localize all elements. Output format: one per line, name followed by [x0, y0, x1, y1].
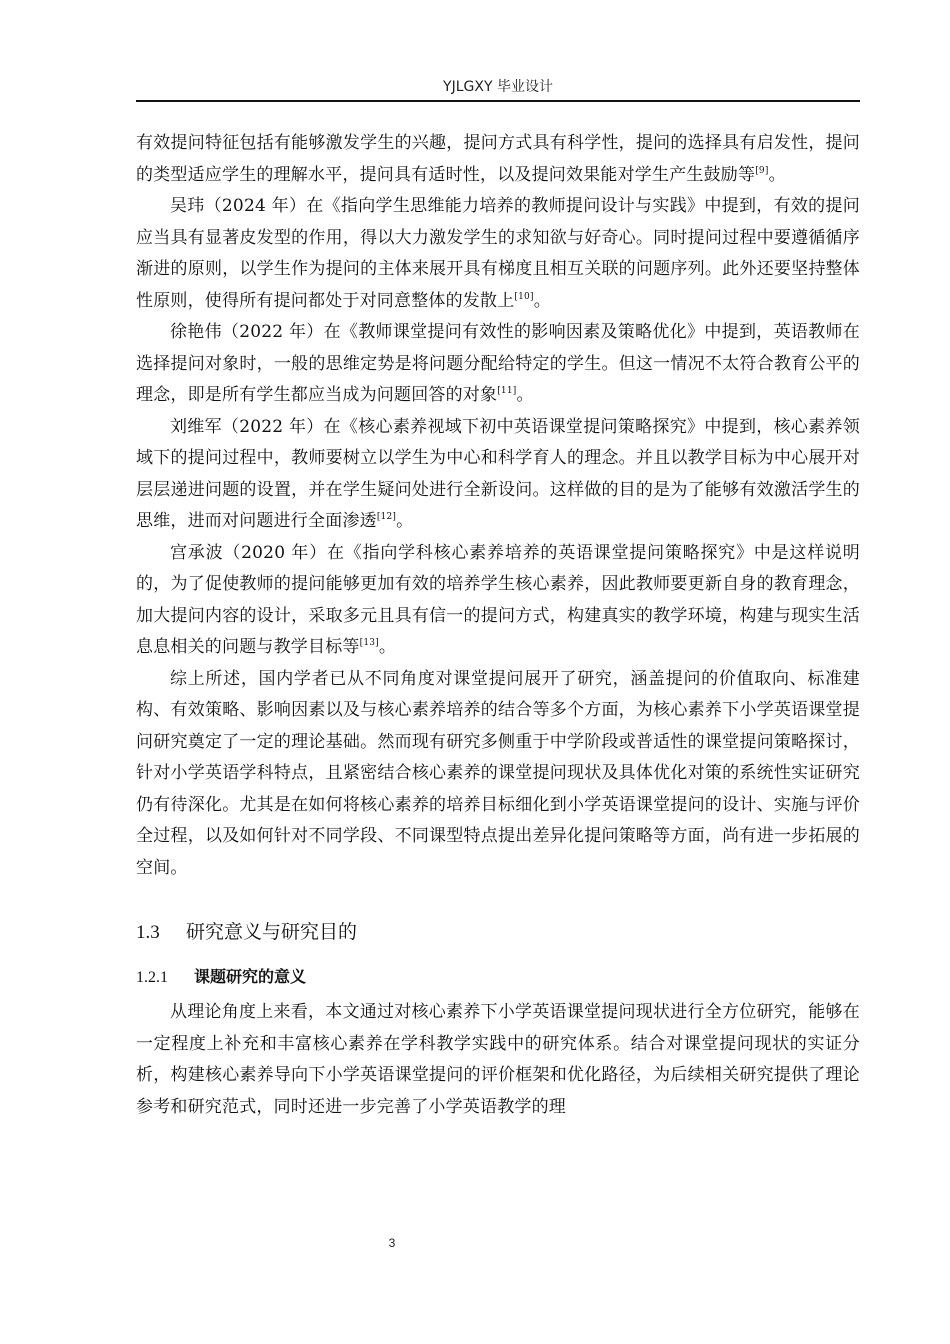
paragraph-1-text: 有效提问特征包括有能够激发学生的兴趣，提问方式具有科学性，提问的选择具有启发性，提问的类型适应学生的理解水平，提问具有适时性，以及提问效果能对学生产生鼓励等 [136, 133, 860, 185]
paragraph-1 [136, 128, 860, 191]
subsection-title: 课题研究的意义 [194, 967, 307, 986]
paragraph-3 [136, 317, 860, 412]
paragraph-3-end: 。 [516, 385, 534, 405]
paragraph-4 [136, 412, 860, 538]
citation-13: [13] [359, 638, 379, 648]
citation-9: [9] [755, 165, 769, 176]
citation-11: [11] [497, 386, 517, 396]
paragraph-4-end: 。 [396, 511, 414, 531]
page-number: 3 [388, 1236, 396, 1250]
paragraph-3-text: 徐艳伟（2022 年）在《教师课堂提问有效性的影响因素及策略优化》中提到，英语教师在选择提问对象时，一般的思维定势是将问题分配给特定的学生。但这一情况不太符合教育公平的理念，即是所有学生都应当成为问题回答的对象 [136, 322, 860, 405]
paragraph-5 [136, 538, 860, 664]
paragraph-5-end: 。 [378, 637, 397, 657]
subsection-number: 1.2.1 [136, 969, 168, 986]
paragraph-7: 从理论角度上来看，本文通过对核心素养下小学英语课堂提问现状进行全方位研究，能够在一定程度上补充和丰富核心素养在学科教学实践中的研究体系。结合对课堂提问现状的实证分析，构建核心素养导向下小学英语课堂提问的评价框架和优化路径，为后续相关研究提供了理论参考和研究范式，同时还进一步完善了小学英语教学的理 [136, 1002, 860, 1117]
paragraph-5-text: 宫承波（2020 年）在《指向学科核心素养培养的英语课堂提问策略探究》中是这样说明的，为了促使教师的提问能够更加有效的培养学生核心素养，因此教师要更新自身的教育理念，加大提问内容的设计，采取多元且具有信一的提问方式，构建真实的教学环境，构建与现实生活息息相关的问题与教学目标等 [136, 542, 860, 657]
section-heading [136, 917, 860, 948]
citation-10: [10] [514, 291, 534, 302]
paragraph-4-text: 刘维军（2022 年）在《核心素养视域下初中英语课堂提问策略探究》中提到，核心素养领域下的提问过程中，教师要树立以学生为中心和科学育人的理念。并且以教学目标为中心展开对层层递进问题的设置，并在学生疑问处进行全新设问。这样做的目的是为了能够有效激活学生的思维，进而对问题进行全面渗透 [136, 416, 860, 531]
paragraph-1-end: 。 [768, 164, 786, 185]
section-number: 1.3 [136, 922, 160, 943]
header-rule [136, 100, 860, 102]
section-title: 研究意义与研究目的 [186, 921, 358, 943]
page-body [136, 128, 860, 1123]
paragraph-2 [136, 191, 860, 317]
citation-12: [12] [376, 512, 397, 522]
page-header: YJLGXY 毕业设计 [443, 79, 553, 95]
subsection-heading [136, 962, 860, 993]
paragraph-2-text: 吴玮（2024 年）在《指向学生思维能力培养的教师提问设计与实践》中提到，有效的提问应当具有显著皮发型的作用，得以大力激发学生的求知欲与好奇心。同时提问过程中要遵循循序渐进的原则，以学生作为提问的主体来展开具有梯度且相互关联的问题序列。此外还要坚持整体性原则，使得所有提问都处于对同意整体的发散上 [136, 196, 860, 311]
paragraph-2-end: 。 [533, 290, 551, 311]
paragraph-6: 综上所述，国内学者已从不同角度对课堂提问展开了研究，涵盖提问的价值取向、标准建构、有效策略、影响因素以及与核心素养培养的结合等多个方面，为核心素养下小学英语课堂提问研究奠定了一定的理论基础。然而现有研究多侧重于中学阶段或普适性的课堂提问策略探讨，针对小学英语学科特点，且紧密结合核心素养的课堂提问现状及具体优化对策的系统性实证研究仍有待深化。尤其是在如何将核心素养的培养目标细化到小学英语课堂提问的设计、实施与评价全过程，以及如何针对不同学段、不同课型特点提出差异化提问策略等方面，尚有进一步拓展的空间。 [136, 668, 860, 878]
